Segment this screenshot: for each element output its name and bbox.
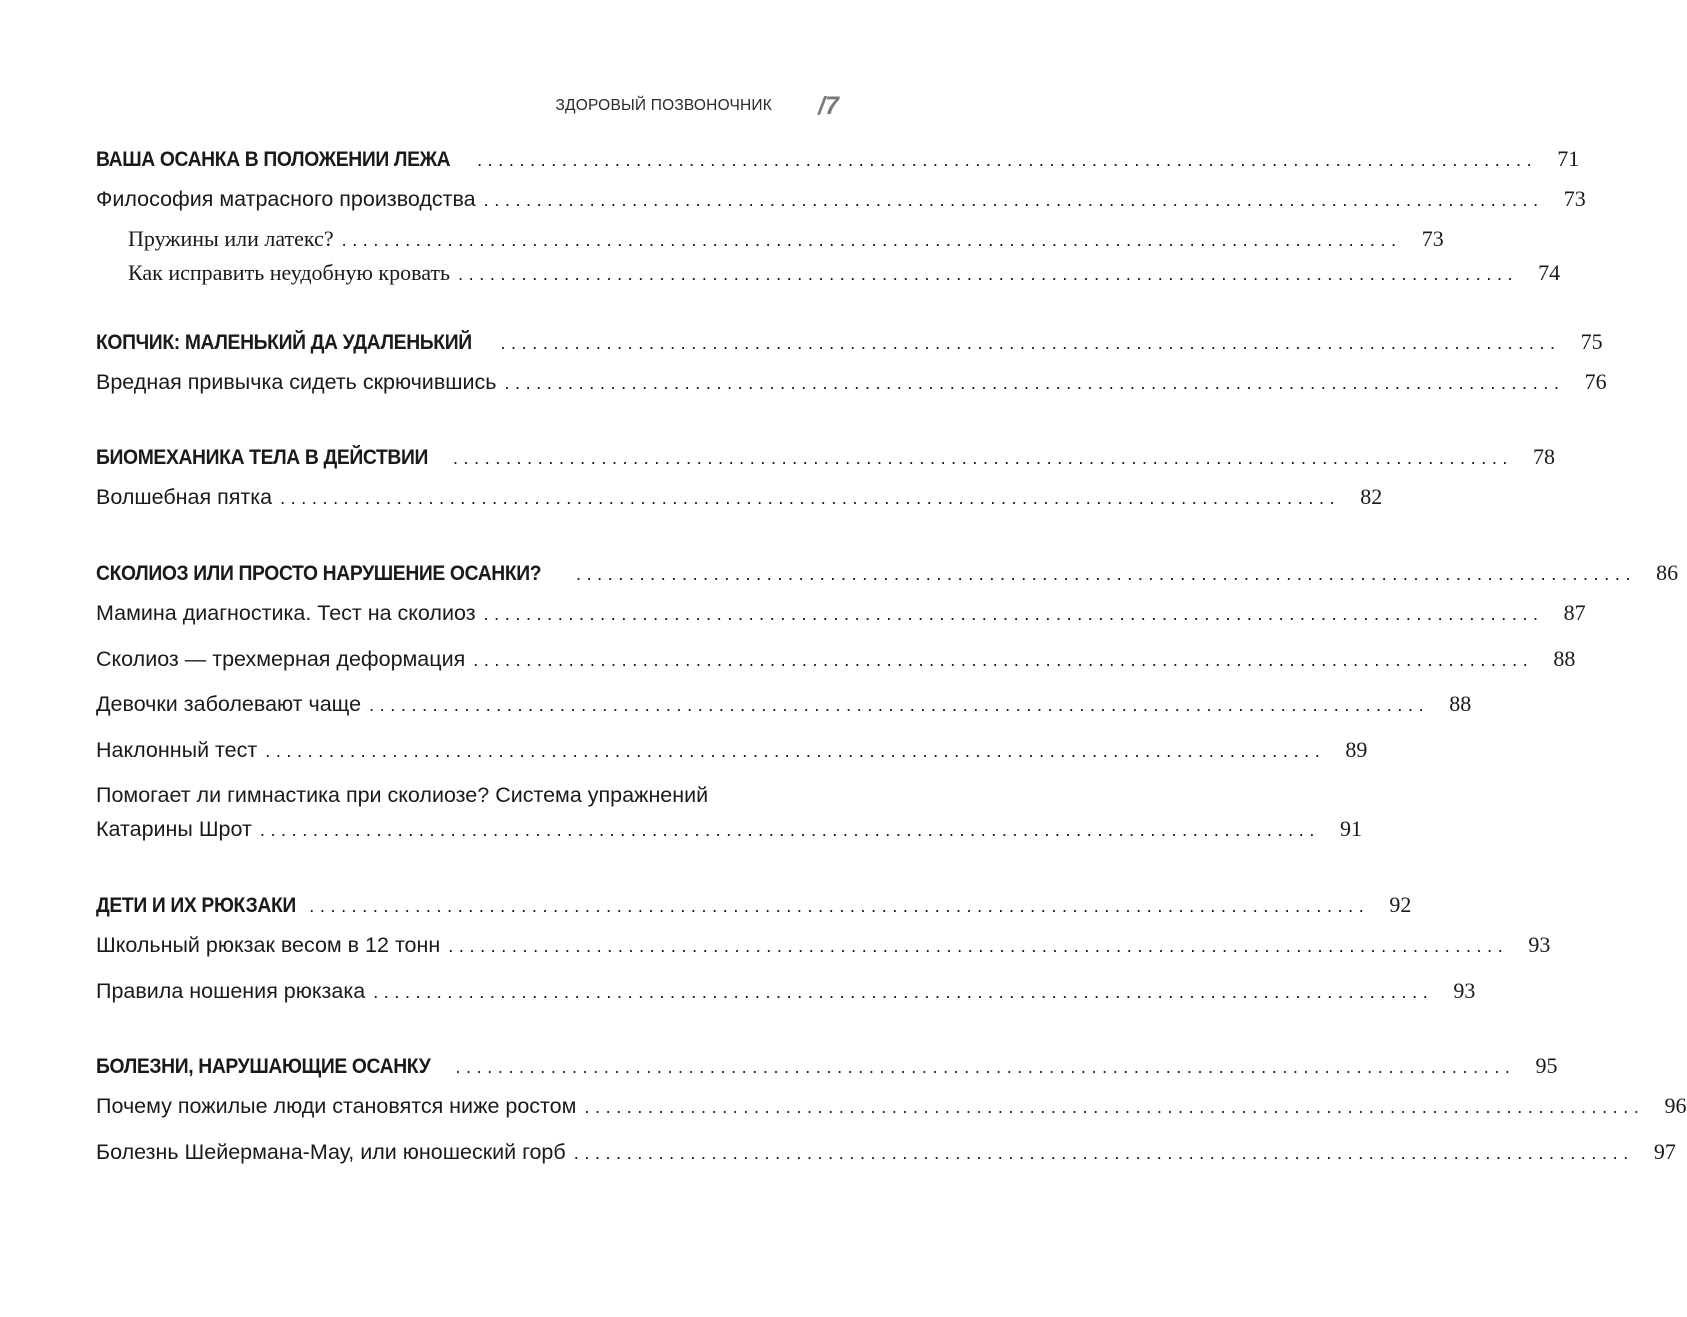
dot-leader: ....................................................................................................	[458, 264, 1519, 284]
toc-entry-title: Мамина диагностика. Тест на сколиоз	[96, 601, 476, 625]
toc-chapter-heading[interactable]	[96, 1053, 1558, 1083]
dot-leader: ....................................................................................................	[573, 1143, 1634, 1163]
toc-entry-title: Как исправить неудобную кровать	[128, 260, 451, 285]
dot-leader: ....................................................................................................	[584, 1097, 1645, 1117]
toc-section-entry[interactable]	[96, 646, 1576, 676]
toc-page-number: 92	[1389, 892, 1412, 917]
toc-page-number: 95	[1535, 1053, 1558, 1078]
running-title: ЗДОРОВЫЙ ПОЗВОНОЧНИК	[555, 97, 772, 114]
dot-leader: ....................................................................................................	[500, 333, 1561, 353]
toc-section-entry[interactable]	[96, 600, 1586, 630]
toc-entry-title-line1[interactable]: Помогает ли гимнастика при сколиозе? Система упражнений	[96, 783, 709, 807]
toc-page-number: 89	[1345, 737, 1368, 762]
toc-entry-title: ВАША ОСАНКА В ПОЛОЖЕНИИ ЛЕЖА	[96, 148, 451, 171]
toc-entry-title: Философия матрасного производства	[96, 187, 476, 211]
dot-leader: ....................................................................................................	[341, 230, 1402, 250]
toc-page-number: 93	[1453, 978, 1476, 1003]
dot-leader: ....................................................................................................	[373, 982, 1434, 1002]
dot-leader: ....................................................................................................	[504, 373, 1565, 393]
toc-entry-title: Школьный рюкзак весом в 12 тонн	[96, 933, 441, 957]
toc-page-number: 76	[1584, 369, 1607, 394]
dot-leader: ....................................................................................................	[483, 190, 1544, 210]
toc-page-number: 74	[1538, 260, 1561, 285]
toc-page-number: 88	[1449, 691, 1472, 716]
toc-page-number: 78	[1533, 444, 1556, 469]
toc-entry-title: Болезнь Шейермана-Мау, или юношеский горб	[96, 1140, 566, 1164]
toc-page-number: 71	[1557, 146, 1580, 171]
toc-entry-title: Волшебная пятка	[96, 485, 273, 509]
toc-page-number: 97	[1653, 1139, 1676, 1164]
dot-leader: ....................................................................................................	[483, 604, 1544, 624]
toc-entry-title: Правила ношения рюкзака	[96, 979, 366, 1003]
toc-page-number: 82	[1360, 484, 1383, 509]
toc-entry-title: Наклонный тест	[96, 738, 258, 762]
dot-leader: ....................................................................................................	[369, 695, 1430, 715]
toc-subsection-entry[interactable]	[128, 260, 1561, 290]
toc-entry-title: Сколиоз — трехмерная деформация	[96, 647, 466, 671]
toc-subsection-entry[interactable]	[128, 226, 1444, 256]
toc-page-number: 93	[1528, 932, 1551, 957]
toc-section-entry[interactable]	[96, 691, 1472, 721]
toc-page-number: 73	[1421, 226, 1444, 251]
toc-page-number: 73	[1563, 186, 1586, 211]
toc-section-entry[interactable]	[96, 978, 1476, 1008]
toc-page-number: 87	[1563, 600, 1586, 625]
toc-page-number: 96	[1664, 1093, 1687, 1118]
dot-leader: ....................................................................................................	[448, 936, 1509, 956]
toc-section-entry[interactable]	[96, 932, 1551, 962]
dot-leader: ....................................................................................................	[455, 1057, 1516, 1077]
toc-page-number: 91	[1339, 816, 1362, 841]
toc-chapter-heading[interactable]	[96, 444, 1556, 474]
toc-chapter-heading[interactable]	[96, 146, 1580, 176]
toc-entry-title: Пружины или латекс?	[128, 226, 334, 251]
toc-entry-title: СКОЛИОЗ ИЛИ ПРОСТО НАРУШЕНИЕ ОСАНКИ?	[96, 562, 542, 585]
toc-entry-title: Почему пожилые люди становятся ниже ростом	[96, 1094, 577, 1118]
toc-section-entry[interactable]	[96, 1093, 1687, 1123]
page-number: /7	[818, 92, 839, 120]
toc-page-number: 86	[1656, 560, 1679, 585]
toc-entry-title: Вредная привычка сидеть скрючившись	[96, 370, 497, 394]
dot-leader: ....................................................................................................	[477, 150, 1538, 170]
toc-entry-title: КОПЧИК: МАЛЕНЬКИЙ ДА УДАЛЕНЬКИЙ	[96, 331, 472, 354]
toc-entry-title: БОЛЕЗНИ, НАРУШАЮЩИЕ ОСАНКУ	[96, 1055, 431, 1078]
dot-leader: ....................................................................................................	[309, 896, 1370, 916]
dot-leader: ....................................................................................................	[473, 650, 1534, 670]
toc-entry-title: Катарины Шрот	[96, 817, 252, 841]
toc-page-number: 75	[1580, 329, 1603, 354]
toc-entry-title: Девочки заболевают чаще	[96, 692, 362, 716]
dot-leader: ....................................................................................................	[265, 741, 1326, 761]
toc-chapter-heading[interactable]	[96, 892, 1412, 922]
dot-leader: ....................................................................................................	[452, 448, 1514, 468]
toc-section-entry[interactable]	[96, 1139, 1676, 1169]
toc-section-entry[interactable]	[96, 369, 1607, 399]
toc-section-entry[interactable]	[96, 186, 1586, 216]
dot-leader: ....................................................................................................	[280, 488, 1341, 508]
toc-section-entry[interactable]	[96, 484, 1383, 514]
toc-entry-title: БИОМЕХАНИКА ТЕЛА В ДЕЙСТВИИ	[96, 446, 429, 469]
toc-chapter-heading[interactable]	[96, 329, 1603, 359]
toc-entry-title: ДЕТИ И ИХ РЮКЗАКИ	[96, 894, 296, 917]
toc-chapter-heading[interactable]	[96, 560, 1679, 590]
toc-page-number: 88	[1553, 646, 1576, 671]
toc-section-entry[interactable]	[96, 816, 1362, 846]
dot-leader: ....................................................................................................	[575, 564, 1637, 584]
dot-leader: ....................................................................................................	[259, 820, 1320, 840]
toc-section-entry[interactable]	[96, 737, 1368, 767]
running-header	[0, 92, 1000, 122]
